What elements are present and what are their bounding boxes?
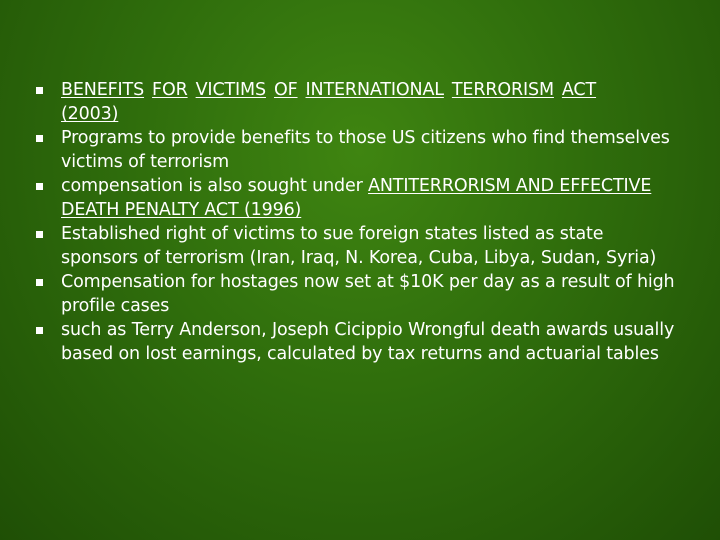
square-bullet-icon [36, 231, 43, 238]
title-word: FOR [152, 80, 188, 100]
bullet-text: such as Terry Anderson, Joseph Cicippio Wrongful death awards usually based on lost earnings, calculated by tax returns and actuarial tables [61, 320, 675, 364]
bullet-item-compensation [36, 174, 684, 222]
title-word: ACT [561, 80, 597, 100]
square-bullet-icon [36, 183, 43, 190]
title-word: INTERNATIONAL [305, 80, 444, 100]
bullet-list [36, 78, 684, 366]
square-bullet-icon [36, 87, 43, 94]
bullet-text: Compensation for hostages now set at $10K per day as a result of high profile cases [61, 272, 675, 316]
bullet-item-programs [36, 126, 684, 174]
bullet-item-wrongful-death [36, 318, 684, 366]
square-bullet-icon [36, 279, 43, 286]
title-word: TERRORISM [451, 80, 554, 100]
aedpa-link[interactable]: ANTITERRORISM AND EFFECTIVE DEATH PENALTY ACT (1996) [61, 176, 652, 220]
bullet-item-hostages [36, 270, 684, 318]
bullet-item-title [36, 78, 684, 126]
title-word: BENEFITS [61, 80, 145, 100]
title-word: OF [273, 80, 298, 100]
act-title [61, 80, 596, 124]
bullet-text: compensation is also sought under [61, 176, 369, 196]
square-bullet-icon [36, 135, 43, 142]
title-word: VICTIMS [195, 80, 266, 100]
bullet-text: Programs to provide benefits to those US citizens who find themselves victims of terrorism [61, 128, 670, 172]
square-bullet-icon [36, 327, 43, 334]
bullet-item-right-to-sue [36, 222, 684, 270]
bullet-text: Established right of victims to sue foreign states listed as state sponsors of terrorism (Iran, Iraq, N. Korea, Cuba, Libya, Sudan, Syria) [61, 224, 657, 268]
title-word: (2003) [61, 104, 119, 124]
